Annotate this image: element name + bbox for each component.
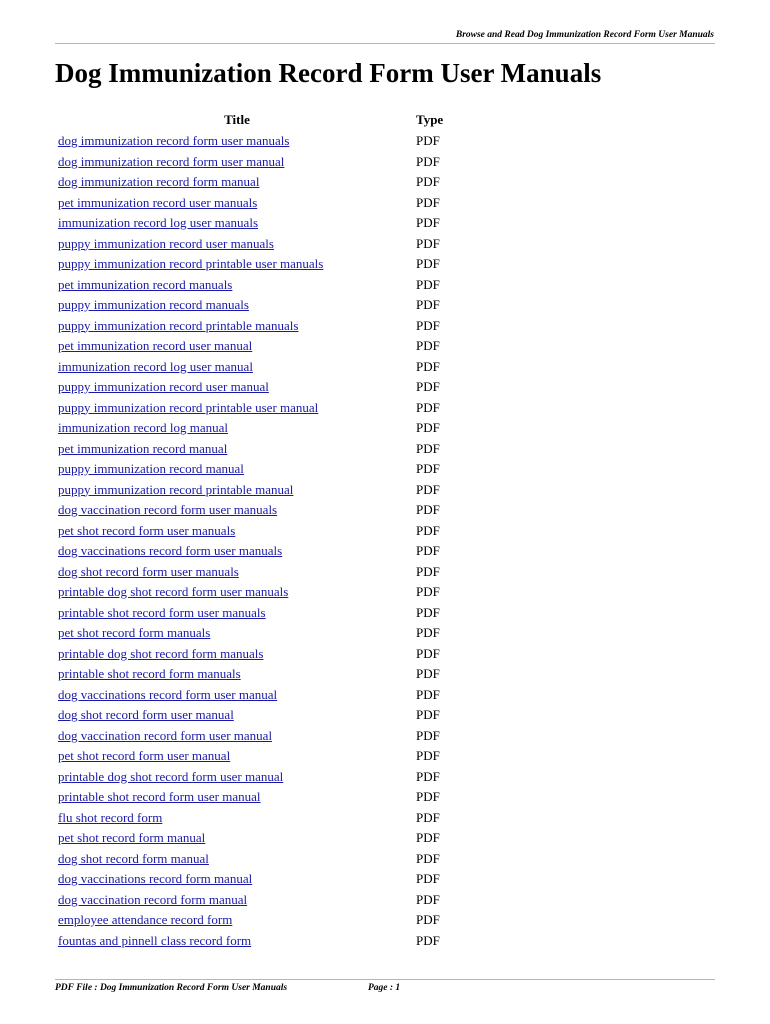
title-cell (55, 746, 416, 767)
table-row (55, 623, 456, 644)
file-type-cell: PDF (416, 256, 440, 271)
title-cell (55, 398, 416, 419)
manual-link[interactable]: dog immunization record form manual (58, 174, 260, 189)
file-type-cell: PDF (416, 174, 440, 189)
table-row (55, 275, 456, 296)
manual-link[interactable]: dog immunization record form user manuals (58, 133, 290, 148)
table-row (55, 131, 456, 152)
manuals-table (55, 110, 456, 951)
table-row (55, 603, 456, 624)
file-type-cell: PDF (416, 768, 440, 784)
manual-link[interactable]: immunization record log user manuals (58, 215, 259, 230)
table-row (55, 521, 456, 542)
title-cell (55, 910, 416, 931)
table-row (55, 500, 456, 521)
file-type-cell: PDF (416, 481, 440, 497)
title-cell (55, 295, 416, 316)
table-row (55, 685, 456, 706)
title-cell (55, 644, 416, 665)
file-type-cell: PDF (416, 502, 440, 517)
manual-link[interactable]: pet immunization record manuals (58, 276, 233, 292)
file-type-cell: PDF (416, 440, 440, 456)
file-type-cell: PDF (416, 707, 440, 722)
file-type-cell: PDF (416, 645, 440, 661)
title-cell (55, 213, 416, 234)
title-cell (55, 521, 416, 542)
file-type-cell: PDF (416, 317, 440, 333)
table-row (55, 213, 456, 234)
manual-link[interactable]: pet immunization record manual (58, 440, 228, 456)
manual-link[interactable]: printable dog shot record form manuals (58, 645, 264, 661)
file-type-cell: PDF (416, 584, 440, 599)
file-type-cell: PDF (416, 727, 440, 743)
table-row (55, 172, 456, 193)
file-type-cell: PDF (416, 604, 440, 620)
title-cell (55, 890, 416, 911)
table-row (55, 316, 456, 337)
manual-link[interactable]: dog vaccinations record form manual (58, 871, 253, 886)
file-type-cell: PDF (416, 912, 440, 927)
file-type-cell: PDF (416, 338, 440, 353)
title-cell (55, 726, 416, 747)
header-divider (55, 43, 715, 44)
title-cell (55, 623, 416, 644)
manual-link[interactable]: printable shot record form user manuals (58, 604, 266, 620)
manual-link[interactable]: puppy immunization record printable manuals (58, 317, 299, 333)
file-type-cell: PDF (416, 133, 440, 148)
manual-link[interactable]: pet immunization record user manual (58, 338, 253, 353)
title-cell (55, 152, 416, 173)
manual-link[interactable]: dog immunization record form user manual (58, 153, 285, 169)
column-header-title: Title (224, 112, 250, 128)
page-title: Dog Immunization Record Form User Manuals (55, 58, 602, 88)
table-row (55, 234, 456, 255)
title-cell (55, 664, 416, 685)
manual-link[interactable]: dog vaccinations record form user manuals (58, 543, 283, 558)
file-type-cell: PDF (416, 830, 440, 845)
title-cell (55, 787, 416, 808)
title-cell (55, 705, 416, 726)
title-cell (55, 603, 416, 624)
table-row (55, 459, 456, 480)
table-row (55, 787, 456, 808)
table-row (55, 664, 456, 685)
manual-link[interactable]: dog vaccination record form manual (58, 891, 248, 907)
title-cell (55, 459, 416, 480)
manual-link[interactable]: puppy immunization record user manuals (58, 235, 274, 251)
column-header-type: Type (416, 112, 444, 128)
manual-link[interactable]: employee attendance record form (58, 912, 233, 927)
title-cell (55, 193, 416, 214)
title-cell (55, 480, 416, 501)
manual-link[interactable]: pet shot record form manuals (58, 625, 211, 640)
title-cell (55, 541, 416, 562)
file-type-cell: PDF (416, 666, 440, 681)
title-cell (55, 582, 416, 603)
manual-link[interactable]: dog vaccinations record form user manual (58, 686, 278, 702)
table-row (55, 418, 456, 439)
title-cell (55, 131, 416, 152)
file-type-cell: PDF (416, 276, 440, 292)
file-type-cell: PDF (416, 625, 440, 640)
table-header-row (55, 110, 456, 131)
manual-link[interactable]: immunization record log manual (58, 420, 229, 435)
file-type-cell: PDF (416, 461, 440, 476)
manual-link[interactable]: dog shot record form user manuals (58, 563, 239, 579)
table-row (55, 767, 456, 788)
table-body (55, 131, 456, 951)
table-row (55, 254, 456, 275)
table-row (55, 193, 456, 214)
file-type-cell: PDF (416, 358, 440, 374)
table-row (55, 705, 456, 726)
manual-link[interactable]: dog shot record form manual (58, 850, 209, 866)
manual-link[interactable]: puppy immunization record printable user manuals (58, 256, 324, 271)
table-row (55, 336, 456, 357)
table-row (55, 910, 456, 931)
file-type-cell: PDF (416, 235, 440, 251)
table-row (55, 849, 456, 870)
file-type-cell: PDF (416, 748, 440, 763)
table-row (55, 377, 456, 398)
table-row (55, 890, 456, 911)
manual-link[interactable]: printable shot record form user manual (58, 789, 261, 804)
table-row (55, 562, 456, 583)
table-row (55, 541, 456, 562)
title-cell (55, 377, 416, 398)
file-type-cell: PDF (416, 543, 440, 558)
table-row (55, 869, 456, 890)
file-type-cell: PDF (416, 850, 440, 866)
header-note: Browse and Read Dog Immunization Record Form User Manuals (455, 30, 714, 40)
table-row (55, 808, 456, 829)
table-row (55, 828, 456, 849)
title-cell (55, 767, 416, 788)
title-cell (55, 849, 416, 870)
title-cell (55, 931, 416, 952)
title-cell (55, 869, 416, 890)
table-row (55, 439, 456, 460)
title-cell (55, 828, 416, 849)
title-cell (55, 336, 416, 357)
footer-divider (55, 979, 715, 980)
manual-link[interactable]: pet shot record form user manuals (58, 522, 236, 538)
manual-link[interactable]: dog vaccination record form user manual (58, 727, 273, 743)
manual-link[interactable]: puppy immunization record printable user manual (58, 399, 319, 415)
footer-file-label: PDF File : Dog Immunization Record Form User Manuals (55, 983, 288, 993)
table-row (55, 295, 456, 316)
file-type-cell: PDF (416, 194, 440, 210)
footer-page-label: Page : 1 (368, 983, 401, 993)
title-cell (55, 500, 416, 521)
file-type-cell: PDF (416, 153, 440, 169)
manual-link[interactable]: puppy immunization record user manual (58, 379, 269, 394)
manual-link[interactable]: printable shot record form manuals (58, 666, 241, 681)
manual-link[interactable]: immunization record log user manual (58, 358, 253, 374)
file-type-cell: PDF (416, 932, 440, 948)
file-type-cell: PDF (416, 686, 440, 702)
file-type-cell: PDF (416, 891, 440, 907)
table-row (55, 931, 456, 952)
table-row (55, 398, 456, 419)
table-row (55, 480, 456, 501)
file-type-cell: PDF (416, 297, 440, 312)
manual-link[interactable]: pet shot record form user manual (58, 748, 231, 763)
manual-link[interactable]: dog shot record form user manual (58, 707, 234, 722)
manual-link[interactable]: pet immunization record user manuals (58, 194, 258, 210)
table-row (55, 726, 456, 747)
title-cell (55, 316, 416, 337)
title-cell (55, 254, 416, 275)
title-cell (55, 439, 416, 460)
file-type-cell: PDF (416, 420, 440, 435)
file-type-cell: PDF (416, 522, 440, 538)
manual-link[interactable]: printable dog shot record form user manuals (58, 584, 289, 599)
title-cell (55, 418, 416, 439)
file-type-cell: PDF (416, 399, 440, 415)
table-row (55, 582, 456, 603)
table-row (55, 357, 456, 378)
manual-link[interactable]: puppy immunization record manual (58, 461, 244, 476)
manual-link[interactable]: fountas and pinnell class record form (58, 932, 252, 948)
manual-link[interactable]: pet shot record form manual (58, 830, 206, 845)
title-cell (55, 234, 416, 255)
table-row (55, 644, 456, 665)
title-cell (55, 357, 416, 378)
file-type-cell: PDF (416, 809, 440, 825)
table-row (55, 152, 456, 173)
title-cell (55, 808, 416, 829)
file-type-cell: PDF (416, 215, 440, 230)
manual-link[interactable]: dog vaccination record form user manuals (58, 502, 278, 517)
manual-link[interactable]: puppy immunization record manuals (58, 297, 249, 312)
table-row (55, 746, 456, 767)
title-cell (55, 275, 416, 296)
file-type-cell: PDF (416, 871, 440, 886)
file-type-cell: PDF (416, 789, 440, 804)
file-type-cell: PDF (416, 379, 440, 394)
title-cell (55, 685, 416, 706)
manual-link[interactable]: flu shot record form (58, 809, 163, 825)
title-cell (55, 172, 416, 193)
title-cell (55, 562, 416, 583)
manual-link[interactable]: puppy immunization record printable manual (58, 481, 294, 497)
manual-link[interactable]: printable dog shot record form user manual (58, 768, 284, 784)
file-type-cell: PDF (416, 563, 440, 579)
